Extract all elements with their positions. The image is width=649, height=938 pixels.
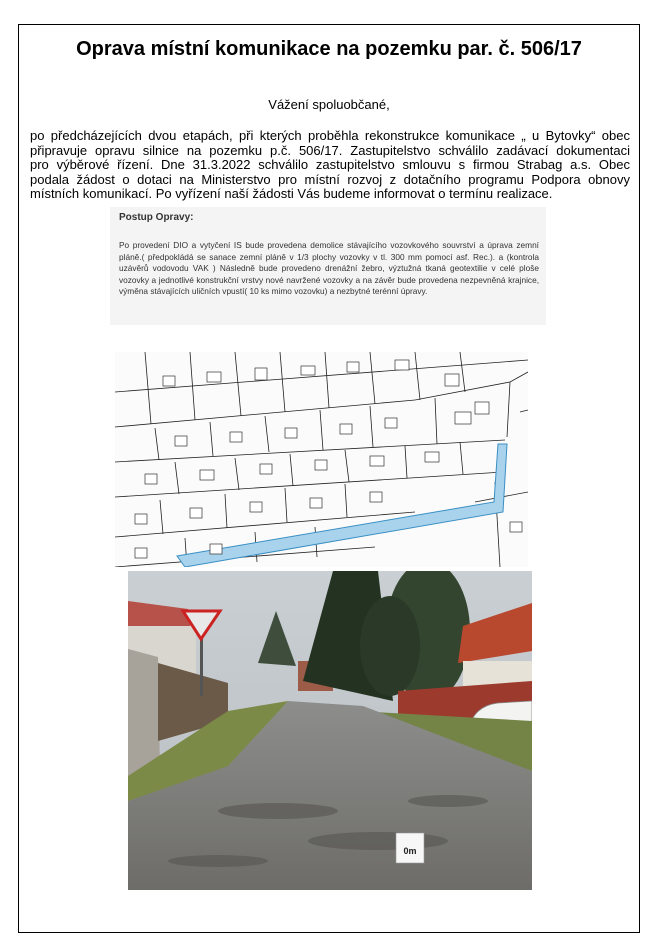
cadastral-map-image (115, 352, 528, 567)
document-title: Oprava místní komunikace na pozemku par. č. 506/17 (76, 38, 582, 60)
distance-marker-label: 0m (403, 846, 417, 856)
page-bottom-rule (18, 932, 640, 933)
scanned-procedure-excerpt (110, 207, 546, 325)
body-line: pro výběrové řízení. Dne 31.3.2022 schválilo zastupitelstvo smlouvu s firmou Strabag a.s. Obec (30, 157, 630, 173)
body-paragraph (30, 129, 630, 202)
highlighted-road (177, 444, 507, 567)
greeting: Vážení spoluobčané, (268, 97, 390, 112)
body-line: místních komunikací. Po vyřízení naší žádosti Vás budeme informovat o termínu realizace. (30, 186, 553, 202)
body-line: podala žádost o dotaci na Ministerstvo pro místní rozvoj z dotačního programu Podpora obnovy (30, 171, 630, 187)
street-photo (128, 571, 532, 890)
street-photo-drawing (128, 571, 532, 890)
body-line: po předcházejících dvou etapách, při kterých proběhla rekonstrukce komunikace „ u Bytovky“ obec (30, 128, 630, 143)
cadastral-map-drawing (115, 352, 528, 567)
scan-heading: Postup Opravy: (119, 212, 194, 223)
scan-text: Po provedení DIO a vytyčení IS bude provedena demolice stávajícího vozovkového souvrství a úprava zemní pláně.( předpokládá se sanace zemní pláně v 1/3 plochy vozovky v tl. 300 mm pomocí asf. Rec.). a (kontrola uzávěrů vodovodu VAK ) Následně bude provedeno drenážní žebro, výztužná tkaná geotextilie v celé ploše vozovky a jednotlivé konstrukční vrstvy nové navržené vozovky a na závěr bude provedena nezpevněná krajnice, výměna stávajících uličních vpustí( 10 ks mimo vozovku) a nezbytné terénní úpravy. (119, 240, 539, 296)
body-line: připravuje opravu silnice na pozemku p.č. 506/17. Zastupitelstvo schválilo zadávací dokumentaci (30, 142, 630, 158)
